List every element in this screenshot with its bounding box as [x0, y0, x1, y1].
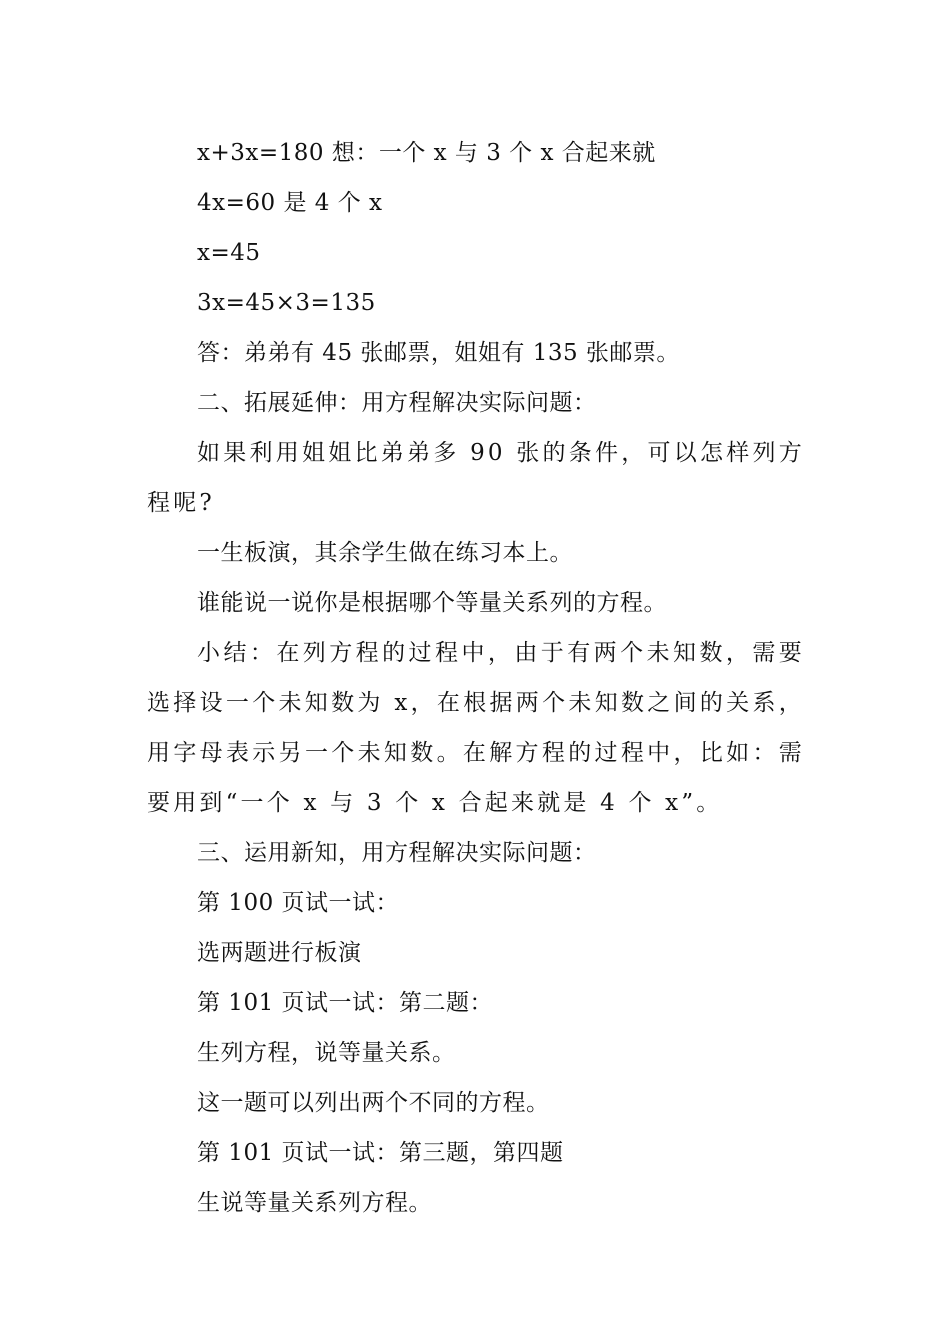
section-heading-3: 三、运用新知，用方程解决实际问题： [197, 840, 597, 866]
student-relation-line: 生说等量关系列方程。 [197, 1190, 432, 1216]
answer-line: 答：弟弟有 45 张邮票，姐姐有 135 张邮票。 [197, 340, 680, 366]
page-100-try-line: 第 100 页试一试： [197, 890, 400, 916]
extension-question-paragraph: 如果利用姐姐比弟弟多 90 张的条件，可以怎样列方程呢? [147, 440, 805, 516]
page-101-second-line: 第 101 页试一试：第二题： [197, 990, 494, 1016]
board-two-problems-line: 选两题进行板演 [197, 940, 362, 966]
equation-line-1: x+3x=180 想：一个 x 与 3 个 x 合起来就 [197, 140, 656, 166]
document-body [147, 128, 805, 1228]
summary-paragraph: 小结：在列方程的过程中，由于有两个未知数，需要选择设一个未知数为 x，在根据两个未知数之间的关系，用字母表示另一个未知数。在解方程的过程中，比如：需要用到“一个 x 与 3 个 x 合起来就是 4 个 x”。 [147, 640, 805, 816]
relation-question-line: 谁能说一说你是根据哪个等量关系列的方程。 [197, 590, 667, 616]
board-demo-line: 一生板演，其余学生做在练习本上。 [197, 540, 573, 566]
equation-line-3: x=45 [197, 240, 261, 266]
two-equations-line: 这一题可以列出两个不同的方程。 [197, 1090, 550, 1116]
section-heading-2: 二、拓展延伸：用方程解决实际问题： [197, 390, 597, 416]
page-101-third-fourth-line: 第 101 页试一试：第三题，第四题 [197, 1140, 564, 1166]
student-equation-line: 生列方程，说等量关系。 [197, 1040, 456, 1066]
equation-line-2: 4x=60 是 4 个 x [197, 190, 383, 216]
equation-line-4: 3x=45×3=135 [197, 290, 376, 316]
